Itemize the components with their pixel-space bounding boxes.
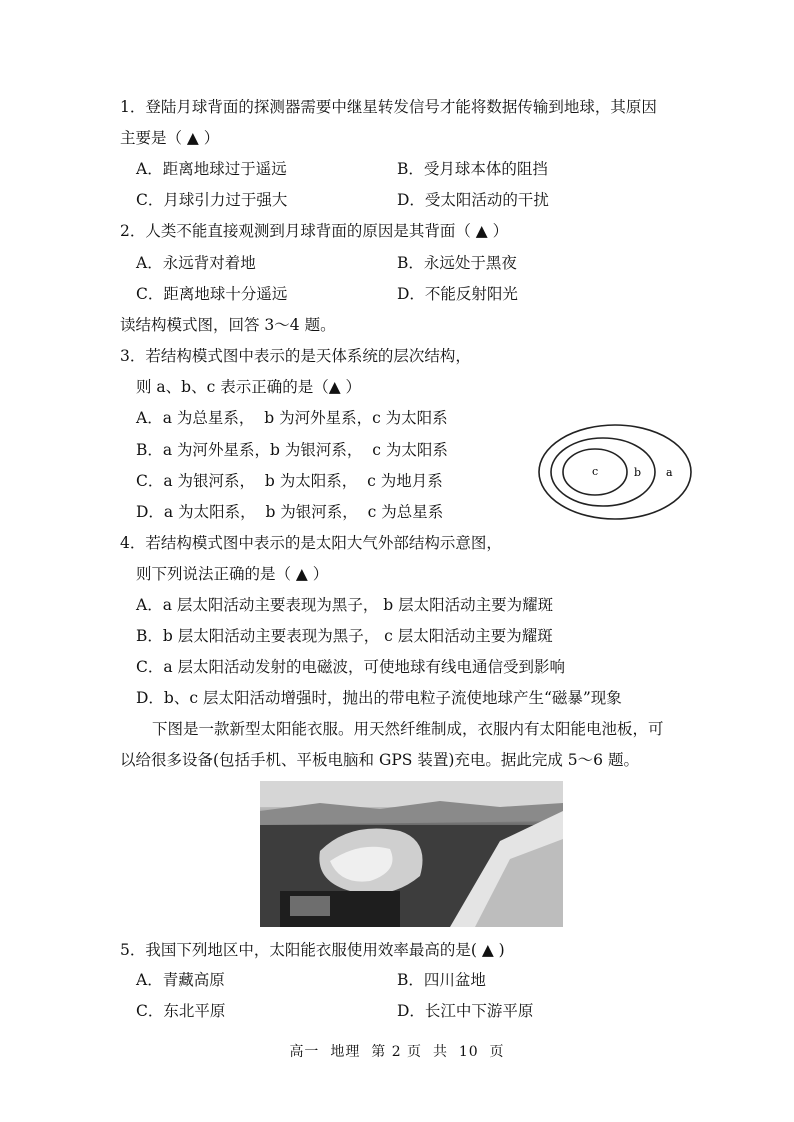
q2-option-a: A．永远背对着地 <box>136 254 256 272</box>
q1-option-b: B．受月球本体的阻挡 <box>397 160 548 178</box>
q2-option-d: D．不能反射阳光 <box>397 285 518 303</box>
q1-stem-line2: 主要是（ ▲ ） <box>120 129 220 147</box>
q3-option-b: B．a 为河外星系，b 为银河系， c 为太阳系 <box>136 441 448 459</box>
q3-stem-line1: 3．若结构模式图中表示的是天体系统的层次结构， <box>120 347 471 365</box>
label-a: a <box>666 466 673 479</box>
read-note: 读结构模式图，回答 3～4 题。 <box>120 316 336 334</box>
q3-option-c: C．a 为银河系， b 为太阳系， c 为地月系 <box>136 472 443 490</box>
q1-option-a: A．距离地球过于遥远 <box>136 160 287 178</box>
q4-option-a: A．a 层太阳活动主要表现为黑子， b 层太阳活动主要为耀斑 <box>136 596 554 614</box>
q2-stem: 2．人类不能直接观测到月球背面的原因是其背面（ ▲ ） <box>120 222 509 240</box>
q5-option-c: C．东北平原 <box>136 1002 226 1020</box>
page-footer: 高一 地理 第 2 页 共 10 页 <box>289 1044 505 1060</box>
q3-option-d: D．a 为太阳系， b 为银河系， c 为总星系 <box>136 503 444 521</box>
q5-option-b: B．四川盆地 <box>397 971 486 989</box>
solar-clothing-photo <box>260 781 563 927</box>
q4-option-b: B．b 层太阳活动主要表现为黑子， c 层太阳活动主要为耀斑 <box>136 627 553 645</box>
label-b: b <box>634 466 642 479</box>
q4-option-d: D．b、c 层太阳活动增强时，抛出的带电粒子流使地球产生“磁暴”现象 <box>136 689 622 707</box>
q2-option-c: C．距离地球十分遥远 <box>136 285 288 303</box>
intro56-line2: 以给很多设备(包括手机、平板电脑和 GPS 装置)充电。据此完成 5～6 题。 <box>120 751 639 769</box>
solar-clothing-photo-art <box>260 781 563 927</box>
q5-option-d: D．长江中下游平原 <box>397 1002 534 1020</box>
intro56-line1: 下图是一款新型太阳能衣服。用天然纤维制成，衣服内有太阳能电池板，可 <box>152 720 664 738</box>
q5-option-a: A．青藏高原 <box>136 971 225 989</box>
q4-option-c: C．a 层太阳活动发射的电磁波，可使地球有线电通信受到影响 <box>136 658 566 676</box>
q1-option-c: C．月球引力过于强大 <box>136 191 288 209</box>
q5-stem: 5．我国下列地区中，太阳能衣服使用效率最高的是( ▲ ) <box>120 941 505 959</box>
label-c: c <box>592 465 599 478</box>
q3-option-a: A．a 为总星系， b 为河外星系，c 为太阳系 <box>136 409 448 427</box>
q2-option-b: B．永远处于黑夜 <box>397 254 517 272</box>
q4-stem-line2: 则下列说法正确的是（ ▲ ） <box>136 565 329 583</box>
q4-stem-line1: 4．若结构模式图中表示的是太阳大气外部结构示意图， <box>120 534 502 552</box>
structure-model-figure <box>537 423 693 521</box>
q1-option-d: D．受太阳活动的干扰 <box>397 191 549 209</box>
q3-stem-line2: 则 a、b、c 表示正确的是（▲ ） <box>136 378 362 396</box>
q1-stem-line1: 1．登陆月球背面的探测器需要中继星转发信号才能将数据传输到地球，其原因 <box>120 98 657 116</box>
